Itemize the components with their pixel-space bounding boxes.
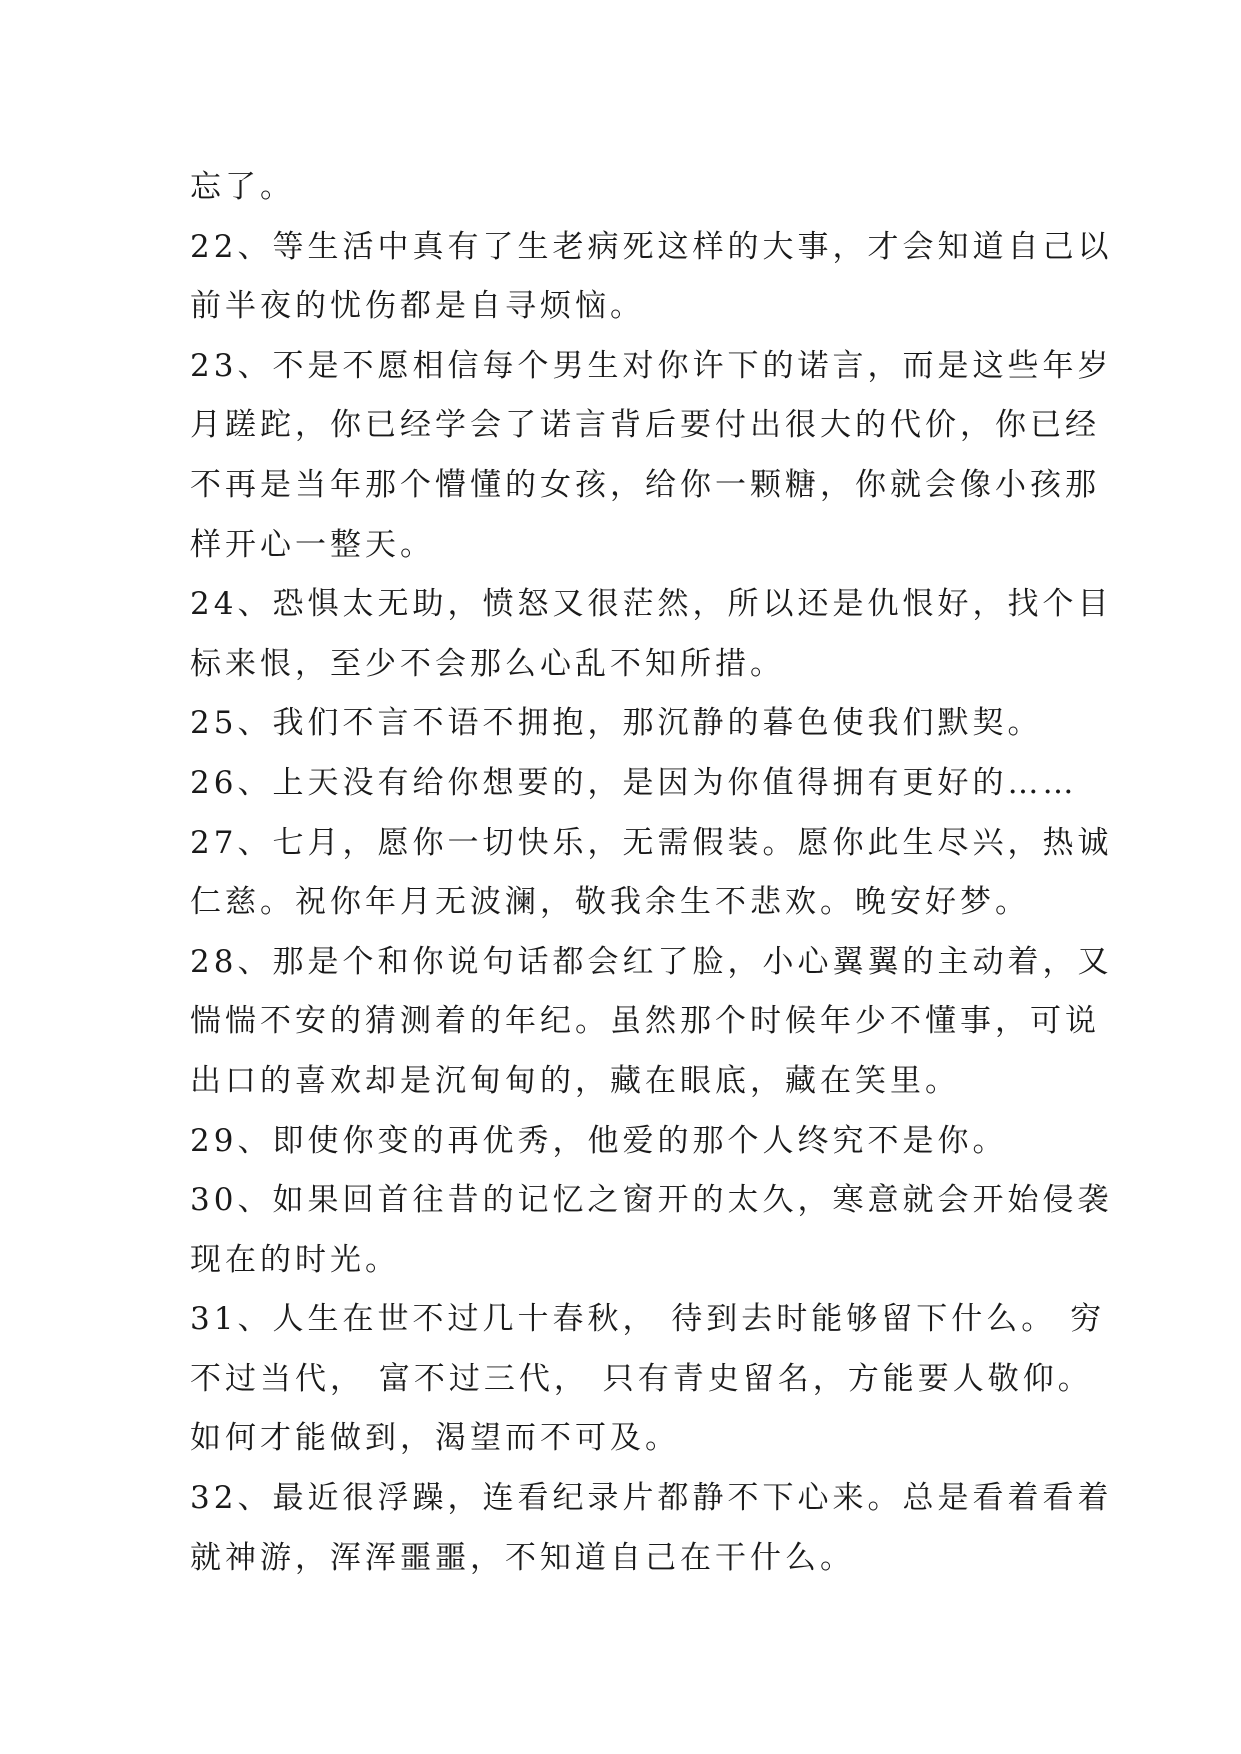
text-line: 不过当代， 富不过三代， 只有青史留名，方能要人敬仰。: [190, 1360, 1093, 1397]
text-line: 标来恨，至少不会那么心乱不知所措。: [190, 645, 785, 682]
text-line: 28、那是个和你说句话都会红了脸，小心翼翼的主动着，又: [190, 943, 1113, 980]
text-line: 仁慈。祝你年月无波澜，敬我余生不悲欢。晚安好梦。: [190, 884, 1030, 921]
text-line: 32、最近很浮躁，连看纪录片都静不下心来。总是看着看着: [190, 1480, 1113, 1517]
text-line: 现在的时光。: [190, 1241, 400, 1278]
text-line: 出口的喜欢却是沉甸甸的，藏在眼底，藏在笑里。: [190, 1062, 960, 1099]
text-line: 27、七月，愿你一切快乐，无需假装。愿你此生尽兴，热诚: [190, 824, 1113, 861]
text-line: 30、如果回首往昔的记忆之窗开的太久，寒意就会开始侵袭: [190, 1182, 1113, 1219]
text-line: 22、等生活中真有了生老病死这样的大事，才会知道自己以: [190, 228, 1113, 265]
text-line: 忘了。: [190, 169, 295, 205]
text-line: 样开心一整天。: [190, 526, 435, 563]
text-line: 26、上天没有给你想要的，是因为你值得拥有更好的……: [190, 764, 1078, 801]
text-line: 29、即使你变的再优秀，他爱的那个人终究不是你。: [190, 1122, 1008, 1159]
text-line: 前半夜的忧伤都是自寻烦恼。: [190, 288, 645, 325]
text-line: 31、人生在世不过几十春秋， 待到去时能够留下什么。 穷: [190, 1301, 1106, 1338]
text-line: 月蹉跎，你已经学会了诺言背后要付出很大的代价，你已经: [190, 407, 1100, 444]
text-line: 23、不是不愿相信每个男生对你许下的诺言，而是这些年岁: [190, 347, 1113, 384]
text-line: 惴惴不安的猜测着的年纪。虽然那个时候年少不懂事，可说: [190, 1003, 1100, 1040]
body-text: [190, 158, 1113, 1588]
text-line: 不再是当年那个懵懂的女孩，给你一颗糖，你就会像小孩那: [190, 466, 1100, 503]
text-line: 如何才能做到，渴望而不可及。: [190, 1420, 680, 1457]
text-line: 25、我们不言不语不拥抱，那沉静的暮色使我们默契。: [190, 705, 1043, 742]
text-line: 24、恐惧太无助，愤怒又很茫然，所以还是仇恨好，找个目: [190, 586, 1113, 623]
text-line: 就神游，浑浑噩噩，不知道自己在干什么。: [190, 1539, 855, 1576]
